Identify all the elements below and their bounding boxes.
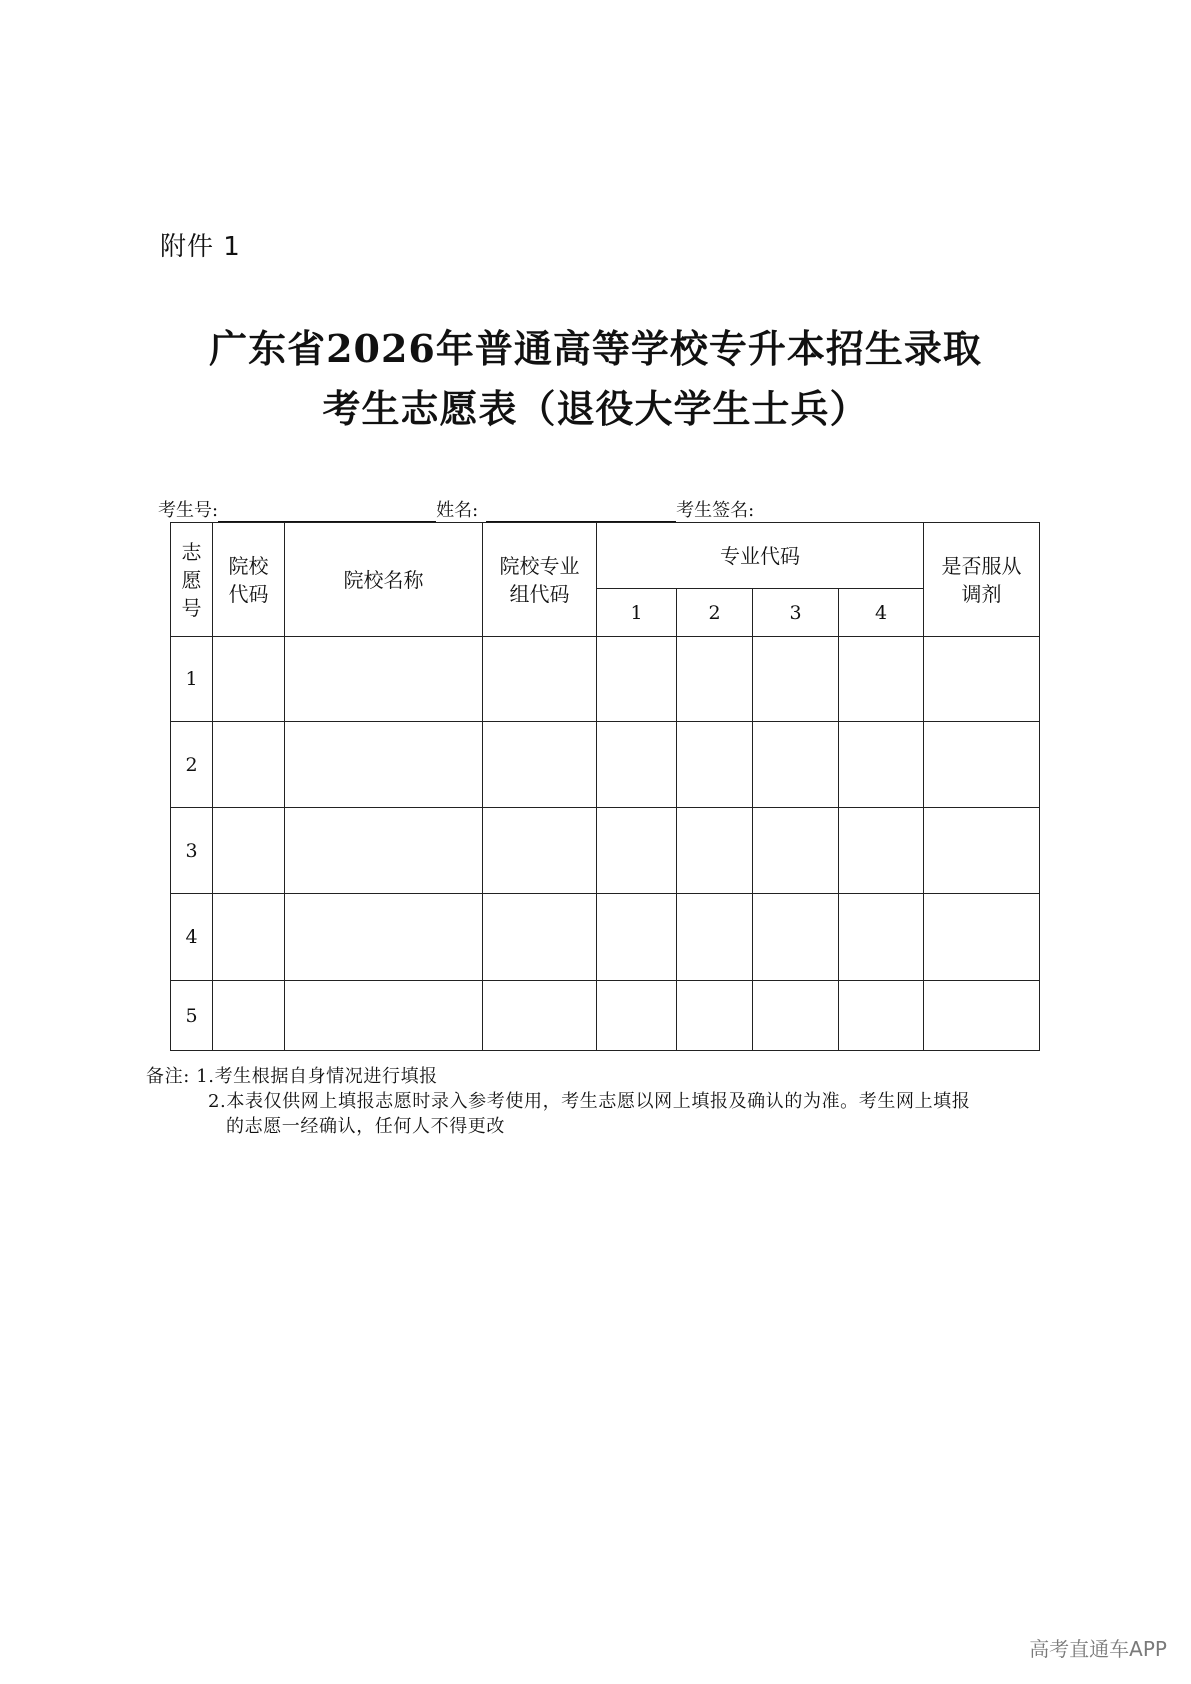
header-choice-no: 志 愿 号 <box>171 523 213 637</box>
cell-major-group-code[interactable] <box>483 981 597 1051</box>
table-row <box>171 637 1040 722</box>
cell-school-name[interactable] <box>285 894 483 981</box>
cell-major-code-2[interactable] <box>677 981 753 1051</box>
cell-major-code-1[interactable] <box>597 981 677 1051</box>
exam-no-blank <box>218 499 436 522</box>
cell-major-code-1[interactable] <box>597 637 677 722</box>
cell-school-code[interactable] <box>213 808 285 894</box>
candidate-info-fields <box>158 496 754 522</box>
cell-accept-adjust[interactable] <box>924 894 1040 981</box>
watermark: 高考直通车APP <box>1029 1637 1167 1661</box>
header-major-col-1: 1 <box>597 589 677 637</box>
cell-accept-adjust[interactable] <box>924 981 1040 1051</box>
cell-major-code-4[interactable] <box>839 722 924 808</box>
cell-accept-adjust[interactable] <box>924 808 1040 894</box>
page-title-line2: 考生志愿表（退役大学生士兵） <box>322 386 869 431</box>
table-row <box>171 894 1040 981</box>
cell-major-code-3[interactable] <box>753 722 839 808</box>
header-school-name: 院校名称 <box>285 523 483 637</box>
row-number: 4 <box>171 894 213 981</box>
cell-major-group-code[interactable] <box>483 808 597 894</box>
name-label: 姓名: <box>436 500 479 521</box>
row-number: 1 <box>171 637 213 722</box>
remark-item-2-line2: 的志愿一经确认，任何人不得更改 <box>226 1116 505 1137</box>
header-school-code: 院校 代码 <box>213 523 285 637</box>
attachment-label: 附件 1 <box>160 232 241 262</box>
cell-school-name[interactable] <box>285 808 483 894</box>
cell-major-group-code[interactable] <box>483 894 597 981</box>
row-number: 2 <box>171 722 213 808</box>
cell-major-code-1[interactable] <box>597 808 677 894</box>
cell-major-group-code[interactable] <box>483 637 597 722</box>
cell-school-code[interactable] <box>213 981 285 1051</box>
remark-item-2-line1: 2.本表仅供网上填报志愿时录入参考使用，考生志愿以网上填报及确认的为准。考生网上填报 <box>208 1091 971 1112</box>
cell-major-code-4[interactable] <box>839 808 924 894</box>
cell-major-code-4[interactable] <box>839 637 924 722</box>
cell-accept-adjust[interactable] <box>924 722 1040 808</box>
cell-major-code-3[interactable] <box>753 981 839 1051</box>
row-number: 3 <box>171 808 213 894</box>
header-major-code: 专业代码 <box>597 523 924 589</box>
name-blank <box>486 499 676 522</box>
page-title-line1: 广东省2026年普通高等学校专升本招生录取 <box>209 326 982 371</box>
cell-major-code-3[interactable] <box>753 808 839 894</box>
cell-major-code-2[interactable] <box>677 637 753 722</box>
cell-major-code-4[interactable] <box>839 981 924 1051</box>
cell-major-group-code[interactable] <box>483 722 597 808</box>
cell-school-name[interactable] <box>285 722 483 808</box>
application-form-table <box>170 522 1040 1051</box>
cell-school-name[interactable] <box>285 637 483 722</box>
cell-major-code-3[interactable] <box>753 637 839 722</box>
header-major-col-3: 3 <box>753 589 839 637</box>
header-major-group-code: 院校专业 组代码 <box>483 523 597 637</box>
cell-major-code-2[interactable] <box>677 894 753 981</box>
cell-major-code-4[interactable] <box>839 894 924 981</box>
cell-school-code[interactable] <box>213 894 285 981</box>
cell-major-code-1[interactable] <box>597 722 677 808</box>
signature-label: 考生签名: <box>676 500 755 521</box>
table-row <box>171 808 1040 894</box>
row-number: 5 <box>171 981 213 1051</box>
table-row <box>171 981 1040 1051</box>
cell-school-name[interactable] <box>285 981 483 1051</box>
cell-major-code-2[interactable] <box>677 722 753 808</box>
remark-item-1: 1.考生根据自身情况进行填报 <box>196 1066 438 1087</box>
cell-major-code-2[interactable] <box>677 808 753 894</box>
header-major-col-4: 4 <box>839 589 924 637</box>
cell-school-code[interactable] <box>213 722 285 808</box>
table-row <box>171 722 1040 808</box>
cell-major-code-3[interactable] <box>753 894 839 981</box>
remarks-label: 备注: <box>146 1066 190 1087</box>
remarks <box>146 1064 970 1139</box>
cell-accept-adjust[interactable] <box>924 637 1040 722</box>
cell-school-code[interactable] <box>213 637 285 722</box>
header-major-col-2: 2 <box>677 589 753 637</box>
exam-no-label: 考生号: <box>158 500 219 521</box>
header-accept-adjust: 是否服从 调剂 <box>924 523 1040 637</box>
cell-major-code-1[interactable] <box>597 894 677 981</box>
